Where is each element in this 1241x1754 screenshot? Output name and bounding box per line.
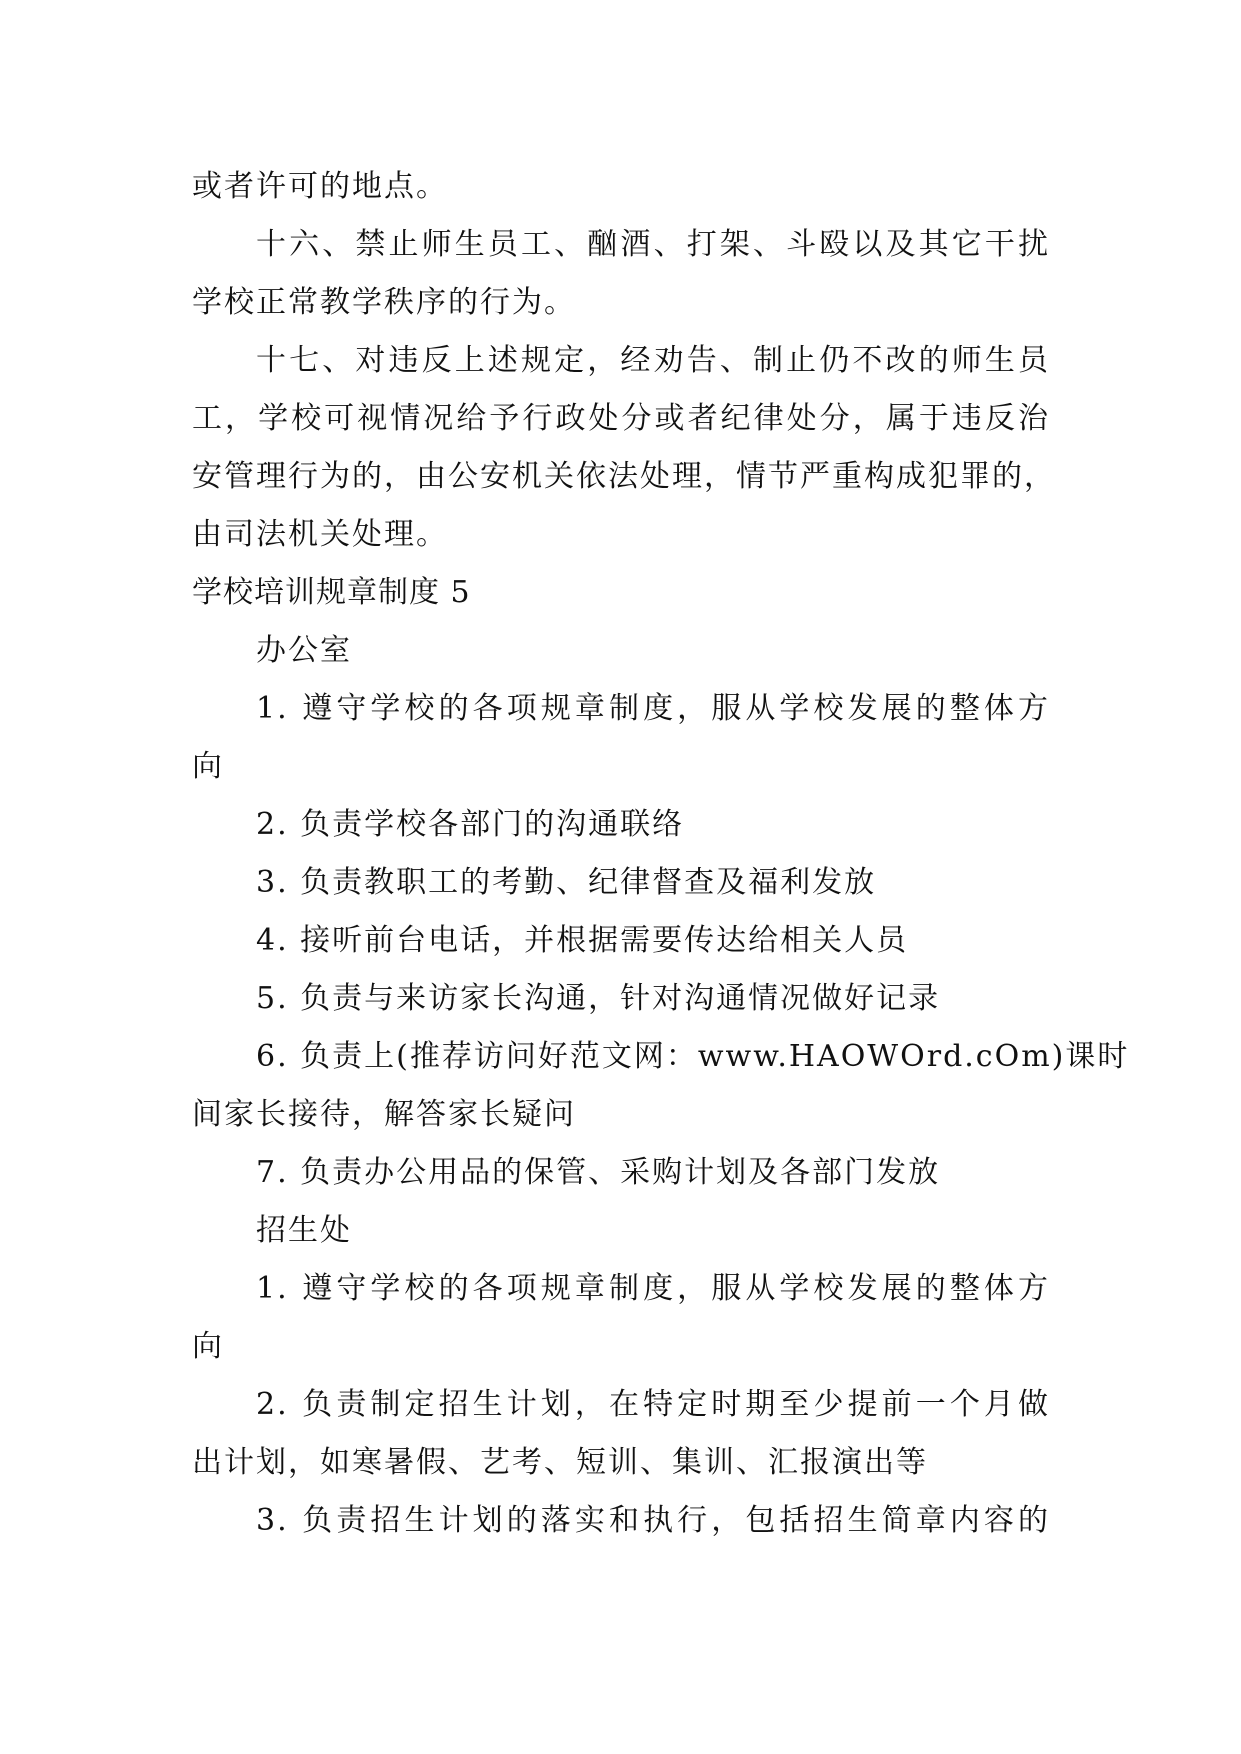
text-line: 学校正常教学秩序的行为。 [192, 285, 576, 320]
text-line: 6. 负责上(推荐访问好范文网：www.HAOWOrd.cOm)课时 [256, 1039, 1130, 1074]
section-heading: 学校培训规章制度 5 [192, 575, 471, 610]
text-line: 出计划，如寒暑假、艺考、短训、集训、汇报演出等 [192, 1445, 928, 1480]
text-line: 向 [192, 749, 224, 784]
text-line: 7. 负责办公用品的保管、采购计划及各部门发放 [256, 1155, 941, 1190]
text-line: 向 [192, 1329, 224, 1364]
text-line: 十七、对违反上述规定，经劝告、制止仍不改的师生员 [256, 343, 1050, 378]
text-line: 1. 遵守学校的各项规章制度，服从学校发展的整体方 [256, 691, 1050, 726]
text-line: 3. 负责教职工的考勤、纪律督查及福利发放 [256, 865, 877, 900]
text-line: 4. 接听前台电话，并根据需要传达给相关人员 [256, 923, 909, 958]
text-line: 安管理行为的，由公安机关依法处理，情节严重构成犯罪的， [192, 459, 1056, 494]
text-line: 十六、禁止师生员工、酗酒、打架、斗殴以及其它干扰 [256, 227, 1050, 262]
text-line: 或者许可的地点。 [192, 169, 448, 204]
text-line: 间家长接待，解答家长疑问 [192, 1097, 576, 1132]
text-line: 由司法机关处理。 [192, 517, 448, 552]
text-line: 办公室 [256, 633, 352, 668]
text-line: 2. 负责制定招生计划，在特定时期至少提前一个月做 [256, 1387, 1050, 1422]
text-line: 3. 负责招生计划的落实和执行，包括招生简章内容的 [256, 1503, 1050, 1538]
text-line: 2. 负责学校各部门的沟通联络 [256, 807, 685, 842]
text-line: 工，学校可视情况给予行政处分或者纪律处分，属于违反治 [192, 401, 1050, 436]
text-line: 1. 遵守学校的各项规章制度，服从学校发展的整体方 [256, 1271, 1050, 1306]
document-body [192, 158, 1130, 1550]
text-line: 5. 负责与来访家长沟通，针对沟通情况做好记录 [256, 981, 941, 1016]
text-line: 招生处 [256, 1213, 352, 1248]
